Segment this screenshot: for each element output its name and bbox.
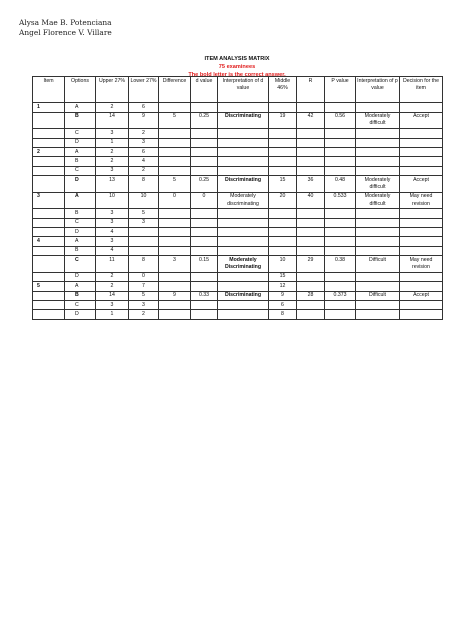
table-row [33, 228, 443, 237]
d-interpretation-cell [218, 246, 269, 255]
lower-cell [129, 246, 159, 255]
upper-cell: 4 [96, 228, 129, 237]
middle-cell: 10 [269, 256, 297, 273]
d-value-cell [191, 310, 218, 319]
decision-cell: Accept [400, 291, 443, 300]
p-interpretation-cell [356, 237, 400, 246]
difference-cell: 5 [159, 176, 191, 193]
middle-cell: 8 [269, 310, 297, 319]
correct-answer-note: The bold letter is the correct answer. [188, 71, 286, 78]
d-value-cell [191, 103, 218, 112]
column-header: Difference [159, 77, 191, 103]
decision-cell [400, 272, 443, 281]
option-cell: C [65, 256, 96, 273]
upper-cell: 1 [96, 138, 129, 147]
table-row [33, 147, 443, 156]
upper-cell: 3 [96, 209, 129, 218]
item-number-cell [33, 256, 65, 273]
upper-cell: 3 [96, 301, 129, 310]
r-cell [297, 282, 325, 291]
column-header: Interpretation of p value [356, 77, 400, 103]
decision-cell [400, 282, 443, 291]
d-interpretation-cell [218, 310, 269, 319]
r-cell [297, 237, 325, 246]
p-interpretation-cell [356, 218, 400, 227]
item-number-cell [33, 112, 65, 129]
option-cell: B [65, 157, 96, 166]
decision-cell: May need revision [400, 256, 443, 273]
p-value-cell: 0.48 [325, 176, 356, 193]
d-value-cell [191, 147, 218, 156]
option-cell: A [65, 282, 96, 291]
option-cell: D [65, 228, 96, 237]
option-cell: C [65, 129, 96, 138]
r-cell [297, 218, 325, 227]
d-value-cell [191, 282, 218, 291]
table-row [33, 237, 443, 246]
decision-cell [400, 218, 443, 227]
upper-cell: 3 [96, 166, 129, 175]
d-interpretation-cell [218, 272, 269, 281]
p-value-cell [325, 147, 356, 156]
decision-cell [400, 147, 443, 156]
column-header: Item [33, 77, 65, 103]
lower-cell: 2 [129, 129, 159, 138]
p-value-cell [325, 157, 356, 166]
lower-cell: 9 [129, 112, 159, 129]
difference-cell [159, 157, 191, 166]
table-row [33, 129, 443, 138]
decision-cell [400, 246, 443, 255]
difference-cell [159, 138, 191, 147]
r-cell: 36 [297, 176, 325, 193]
decision-cell: Accept [400, 176, 443, 193]
p-value-cell: 0.533 [325, 192, 356, 209]
lower-cell [129, 228, 159, 237]
option-cell: C [65, 166, 96, 175]
d-value-cell: 0.25 [191, 176, 218, 193]
decision-cell [400, 138, 443, 147]
p-interpretation-cell [356, 209, 400, 218]
option-cell: A [65, 237, 96, 246]
p-value-cell [325, 237, 356, 246]
d-value-cell [191, 246, 218, 255]
examinee-count: 75 examinees [218, 63, 256, 70]
difference-cell [159, 282, 191, 291]
p-interpretation-cell: Moderately difficult [356, 112, 400, 129]
p-value-cell: 0.56 [325, 112, 356, 129]
table-row [33, 272, 443, 281]
decision-cell [400, 209, 443, 218]
decision-cell [400, 103, 443, 112]
table-row [33, 192, 443, 209]
d-value-cell: 0.25 [191, 112, 218, 129]
middle-cell [269, 129, 297, 138]
difference-cell [159, 301, 191, 310]
column-header: P value [325, 77, 356, 103]
matrix-title: ITEM ANALYSIS MATRIX [204, 56, 270, 62]
item-number-cell [33, 246, 65, 255]
p-value-cell [325, 246, 356, 255]
table-row [33, 138, 443, 147]
r-cell [297, 157, 325, 166]
difference-cell [159, 147, 191, 156]
r-cell: 40 [297, 192, 325, 209]
d-interpretation-cell: Discriminating [218, 291, 269, 300]
lower-cell: 3 [129, 218, 159, 227]
option-cell: A [65, 147, 96, 156]
column-header: Middle 46% [269, 77, 297, 103]
column-header: Decision for the item [400, 77, 443, 103]
difference-cell [159, 237, 191, 246]
option-cell: C [65, 218, 96, 227]
middle-cell: 6 [269, 301, 297, 310]
d-value-cell [191, 157, 218, 166]
middle-cell [269, 103, 297, 112]
middle-cell [269, 209, 297, 218]
lower-cell: 2 [129, 310, 159, 319]
upper-cell: 3 [96, 129, 129, 138]
d-interpretation-cell [218, 129, 269, 138]
d-interpretation-cell [218, 228, 269, 237]
item-number-cell [33, 129, 65, 138]
d-interpretation-cell [218, 157, 269, 166]
column-header: Upper 27% [96, 77, 129, 103]
d-value-cell: 0.15 [191, 256, 218, 273]
difference-cell [159, 209, 191, 218]
item-number-cell [33, 301, 65, 310]
d-value-cell: 0 [191, 192, 218, 209]
lower-cell: 8 [129, 256, 159, 273]
table-row [33, 218, 443, 227]
p-value-cell [325, 301, 356, 310]
p-interpretation-cell: Difficult [356, 291, 400, 300]
p-value-cell [325, 129, 356, 138]
p-value-cell [325, 282, 356, 291]
option-cell: C [65, 301, 96, 310]
d-interpretation-cell [218, 138, 269, 147]
option-cell: D [65, 176, 96, 193]
middle-cell: 12 [269, 282, 297, 291]
p-value-cell [325, 166, 356, 175]
p-interpretation-cell [356, 301, 400, 310]
d-interpretation-cell [218, 301, 269, 310]
r-cell [297, 272, 325, 281]
difference-cell [159, 166, 191, 175]
decision-cell [400, 237, 443, 246]
r-cell [297, 209, 325, 218]
p-value-cell: 0.38 [325, 256, 356, 273]
r-cell [297, 166, 325, 175]
d-value-cell [191, 237, 218, 246]
d-value-cell [191, 209, 218, 218]
p-interpretation-cell [356, 246, 400, 255]
p-interpretation-cell [356, 129, 400, 138]
p-value-cell [325, 228, 356, 237]
option-cell: D [65, 272, 96, 281]
p-interpretation-cell [356, 228, 400, 237]
difference-cell [159, 218, 191, 227]
r-cell [297, 103, 325, 112]
item-number-cell [33, 176, 65, 193]
r-cell [297, 228, 325, 237]
lower-cell: 10 [129, 192, 159, 209]
d-value-cell [191, 166, 218, 175]
item-number-cell [33, 291, 65, 300]
option-cell: A [65, 103, 96, 112]
difference-cell [159, 310, 191, 319]
middle-cell: 15 [269, 272, 297, 281]
difference-cell: 3 [159, 256, 191, 273]
table-row [33, 256, 443, 273]
r-cell [297, 246, 325, 255]
table-row [33, 282, 443, 291]
d-interpretation-cell [218, 282, 269, 291]
d-interpretation-cell [218, 103, 269, 112]
d-interpretation-cell: Discriminating [218, 176, 269, 193]
item-number-cell: 5 [33, 282, 65, 291]
p-interpretation-cell: Difficult [356, 256, 400, 273]
table-row [33, 310, 443, 319]
d-value-cell [191, 228, 218, 237]
p-value-cell [325, 138, 356, 147]
d-value-cell [191, 129, 218, 138]
upper-cell: 2 [96, 282, 129, 291]
p-interpretation-cell: Moderately difficult [356, 192, 400, 209]
table-row [33, 291, 443, 300]
p-interpretation-cell [356, 147, 400, 156]
lower-cell: 2 [129, 166, 159, 175]
middle-cell [269, 138, 297, 147]
decision-cell [400, 129, 443, 138]
item-number-cell [33, 138, 65, 147]
item-number-cell: 2 [33, 147, 65, 156]
decision-cell [400, 157, 443, 166]
item-number-cell [33, 209, 65, 218]
column-header: d value [191, 77, 218, 103]
d-value-cell: 0.33 [191, 291, 218, 300]
table-row [33, 246, 443, 255]
middle-cell: 9 [269, 291, 297, 300]
table-row [33, 112, 443, 129]
item-number-cell [33, 218, 65, 227]
difference-cell [159, 129, 191, 138]
table-row [33, 166, 443, 175]
item-number-cell [33, 272, 65, 281]
r-cell [297, 310, 325, 319]
middle-cell [269, 147, 297, 156]
r-cell [297, 301, 325, 310]
lower-cell: 3 [129, 138, 159, 147]
difference-cell: 0 [159, 192, 191, 209]
middle-cell [269, 157, 297, 166]
d-interpretation-cell: Moderately discriminating [218, 192, 269, 209]
table-row [33, 157, 443, 166]
lower-cell: 5 [129, 209, 159, 218]
middle-cell [269, 228, 297, 237]
difference-cell [159, 246, 191, 255]
d-interpretation-cell [218, 209, 269, 218]
option-cell: B [65, 209, 96, 218]
d-interpretation-cell [218, 166, 269, 175]
option-cell: D [65, 138, 96, 147]
difference-cell: 5 [159, 112, 191, 129]
decision-cell [400, 228, 443, 237]
lower-cell: 4 [129, 157, 159, 166]
lower-cell: 7 [129, 282, 159, 291]
difference-cell: 9 [159, 291, 191, 300]
middle-cell: 15 [269, 176, 297, 193]
table-body [33, 103, 443, 320]
table-row [33, 301, 443, 310]
lower-cell: 5 [129, 291, 159, 300]
upper-cell: 14 [96, 112, 129, 129]
column-header: Lower 27% [129, 77, 159, 103]
upper-cell: 3 [96, 218, 129, 227]
lower-cell: 3 [129, 301, 159, 310]
option-cell: B [65, 291, 96, 300]
lower-cell: 8 [129, 176, 159, 193]
d-interpretation-cell [218, 147, 269, 156]
p-value-cell [325, 218, 356, 227]
upper-cell: 13 [96, 176, 129, 193]
difference-cell [159, 228, 191, 237]
decision-cell: Accept [400, 112, 443, 129]
r-cell: 29 [297, 256, 325, 273]
lower-cell: 6 [129, 147, 159, 156]
p-interpretation-cell [356, 272, 400, 281]
author-block [19, 18, 112, 38]
decision-cell [400, 301, 443, 310]
upper-cell: 1 [96, 310, 129, 319]
upper-cell: 2 [96, 157, 129, 166]
item-number-cell [33, 166, 65, 175]
p-interpretation-cell [356, 282, 400, 291]
upper-cell: 14 [96, 291, 129, 300]
middle-cell [269, 166, 297, 175]
r-cell [297, 138, 325, 147]
middle-cell [269, 237, 297, 246]
decision-cell: May need revision [400, 192, 443, 209]
r-cell: 42 [297, 112, 325, 129]
option-cell: A [65, 192, 96, 209]
item-number-cell [33, 228, 65, 237]
column-header: Interpretation of d value [218, 77, 269, 103]
header-row [33, 77, 443, 103]
middle-cell: 20 [269, 192, 297, 209]
p-value-cell [325, 103, 356, 112]
d-interpretation-cell [218, 218, 269, 227]
upper-cell: 2 [96, 147, 129, 156]
p-value-cell: 0.373 [325, 291, 356, 300]
upper-cell: 2 [96, 103, 129, 112]
upper-cell: 11 [96, 256, 129, 273]
upper-cell: 2 [96, 272, 129, 281]
author-name: Angel Florence V. Villare [19, 28, 112, 37]
d-interpretation-cell: Discriminating [218, 112, 269, 129]
p-value-cell [325, 272, 356, 281]
item-number-cell [33, 157, 65, 166]
option-cell: D [65, 310, 96, 319]
lower-cell [129, 237, 159, 246]
column-header: R [297, 77, 325, 103]
decision-cell [400, 310, 443, 319]
d-interpretation-cell: Moderately Discriminating [218, 256, 269, 273]
item-number-cell: 3 [33, 192, 65, 209]
table-row [33, 209, 443, 218]
item-number-cell: 4 [33, 237, 65, 246]
p-interpretation-cell [356, 166, 400, 175]
upper-cell: 3 [96, 237, 129, 246]
table-row [33, 176, 443, 193]
d-value-cell [191, 272, 218, 281]
item-analysis-table [32, 76, 443, 320]
p-value-cell [325, 310, 356, 319]
middle-cell [269, 218, 297, 227]
option-cell: B [65, 246, 96, 255]
p-interpretation-cell [356, 103, 400, 112]
decision-cell [400, 166, 443, 175]
lower-cell: 6 [129, 103, 159, 112]
difference-cell [159, 272, 191, 281]
d-value-cell [191, 301, 218, 310]
item-number-cell: 1 [33, 103, 65, 112]
d-value-cell [191, 138, 218, 147]
p-interpretation-cell [356, 138, 400, 147]
item-number-cell [33, 310, 65, 319]
difference-cell [159, 103, 191, 112]
middle-cell: 19 [269, 112, 297, 129]
column-header: Options [65, 77, 96, 103]
p-interpretation-cell: Moderately difficult [356, 176, 400, 193]
upper-cell: 10 [96, 192, 129, 209]
d-value-cell [191, 218, 218, 227]
p-interpretation-cell [356, 310, 400, 319]
p-value-cell [325, 209, 356, 218]
upper-cell: 4 [96, 246, 129, 255]
r-cell [297, 147, 325, 156]
middle-cell [269, 246, 297, 255]
d-interpretation-cell [218, 237, 269, 246]
table-row [33, 103, 443, 112]
r-cell [297, 129, 325, 138]
lower-cell: 0 [129, 272, 159, 281]
r-cell: 28 [297, 291, 325, 300]
p-interpretation-cell [356, 157, 400, 166]
option-cell: B [65, 112, 96, 129]
author-name: Alysa Mae B. Potenciana [19, 18, 112, 27]
